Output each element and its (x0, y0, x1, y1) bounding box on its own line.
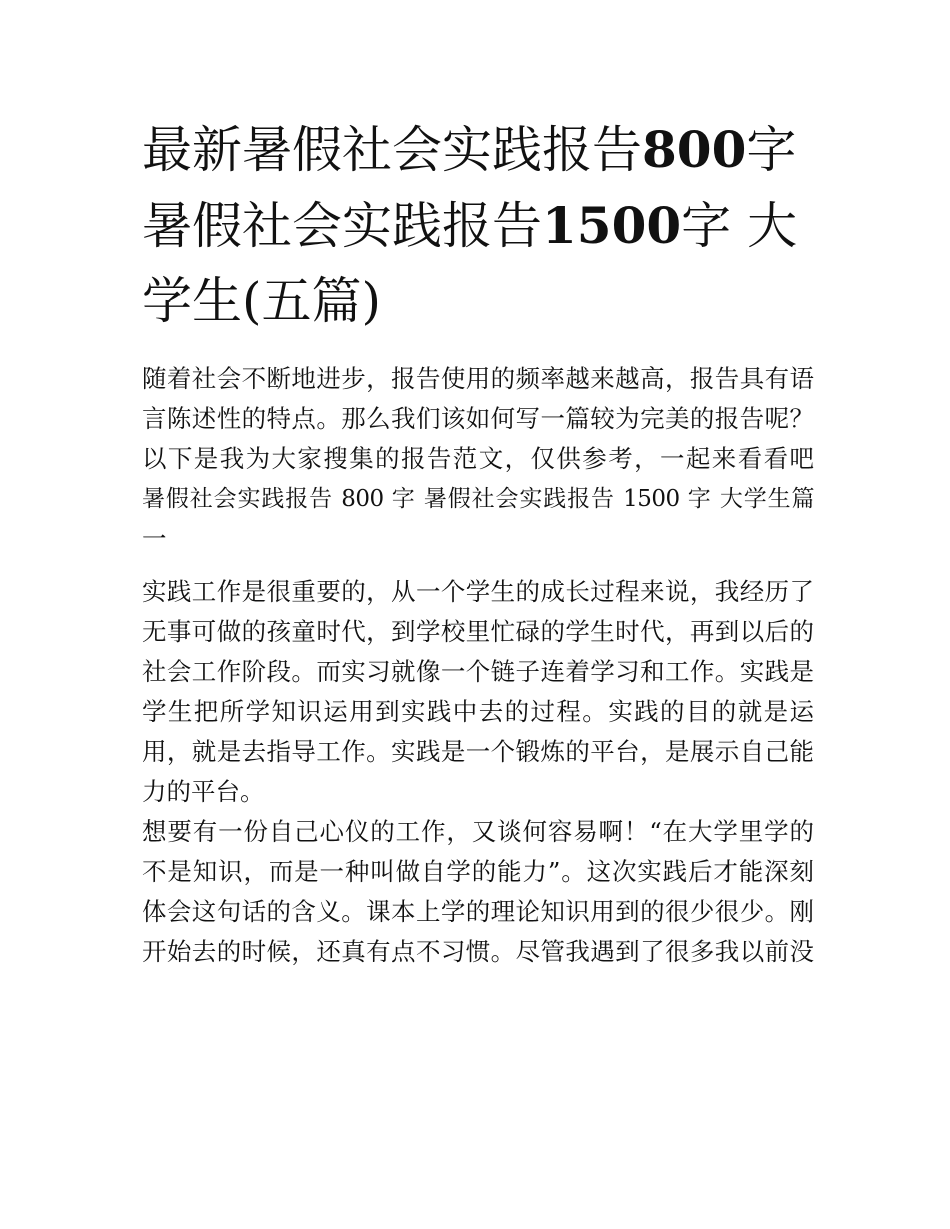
paragraph-1-line-1: 实践工作是很重要的，从一个学生的成长过程来说，我经历了 (142, 577, 814, 606)
document-title (142, 112, 822, 339)
paragraph-2-line-4: 开始去的时候，还真有点不习惯。尽管我遇到了很多我以前没 (142, 937, 814, 966)
paragraph-2-line-1: 想要有一份自己心仪的工作，又谈何容易啊！“在大学里学的 (142, 817, 814, 846)
paragraph-1-line-6: 力的平台。 (142, 777, 265, 806)
intro-line-2: 言陈述性的特点。那么我们该如何写一篇较为完美的报告呢？ (142, 404, 814, 433)
intro-line-1: 随着社会不断地进步，报告使用的频率越来越高，报告具有语 (142, 364, 814, 393)
title-line-1: 最新暑假社会实践报告800字 (142, 120, 797, 179)
intro-paragraph (142, 359, 814, 479)
section-heading (142, 479, 814, 559)
paragraph-gap (142, 559, 814, 572)
paragraph-1-line-3: 社会工作阶段。而实习就像一个链子连着学习和工作。实践是 (142, 657, 814, 686)
paragraph-1-line-4: 学生把所学知识运用到实践中去的过程。实践的目的就是运 (142, 697, 814, 726)
paragraph-1-line-2: 无事可做的孩童时代，到学校里忙碌的学生时代，再到以后的 (142, 617, 814, 646)
title-line-3: 学生(五篇) (142, 272, 382, 330)
title-line-2: 暑假社会实践报告1500字 大 (142, 196, 798, 255)
paragraph-2 (142, 812, 814, 972)
paragraph-2-line-3: 体会这句话的含义。课本上学的理论知识用到的很少很少。刚 (142, 897, 814, 926)
document-body (142, 359, 814, 972)
paragraph-1-line-5: 用，就是去指导工作。实践是一个锻炼的平台，是展示自己能 (142, 737, 814, 766)
paragraph-2-line-2: 不是知识，而是一种叫做自学的能力”。这次实践后才能深刻 (142, 857, 814, 886)
intro-line-3: 以下是我为大家搜集的报告范文，仅供参考，一起来看看吧 (142, 444, 814, 473)
section-heading-line-2: 一 (142, 524, 167, 553)
section-heading-line-1: 暑假社会实践报告 800 字 暑假社会实践报告 1500 字 大学生篇 (142, 486, 814, 512)
paragraph-1 (142, 572, 814, 812)
